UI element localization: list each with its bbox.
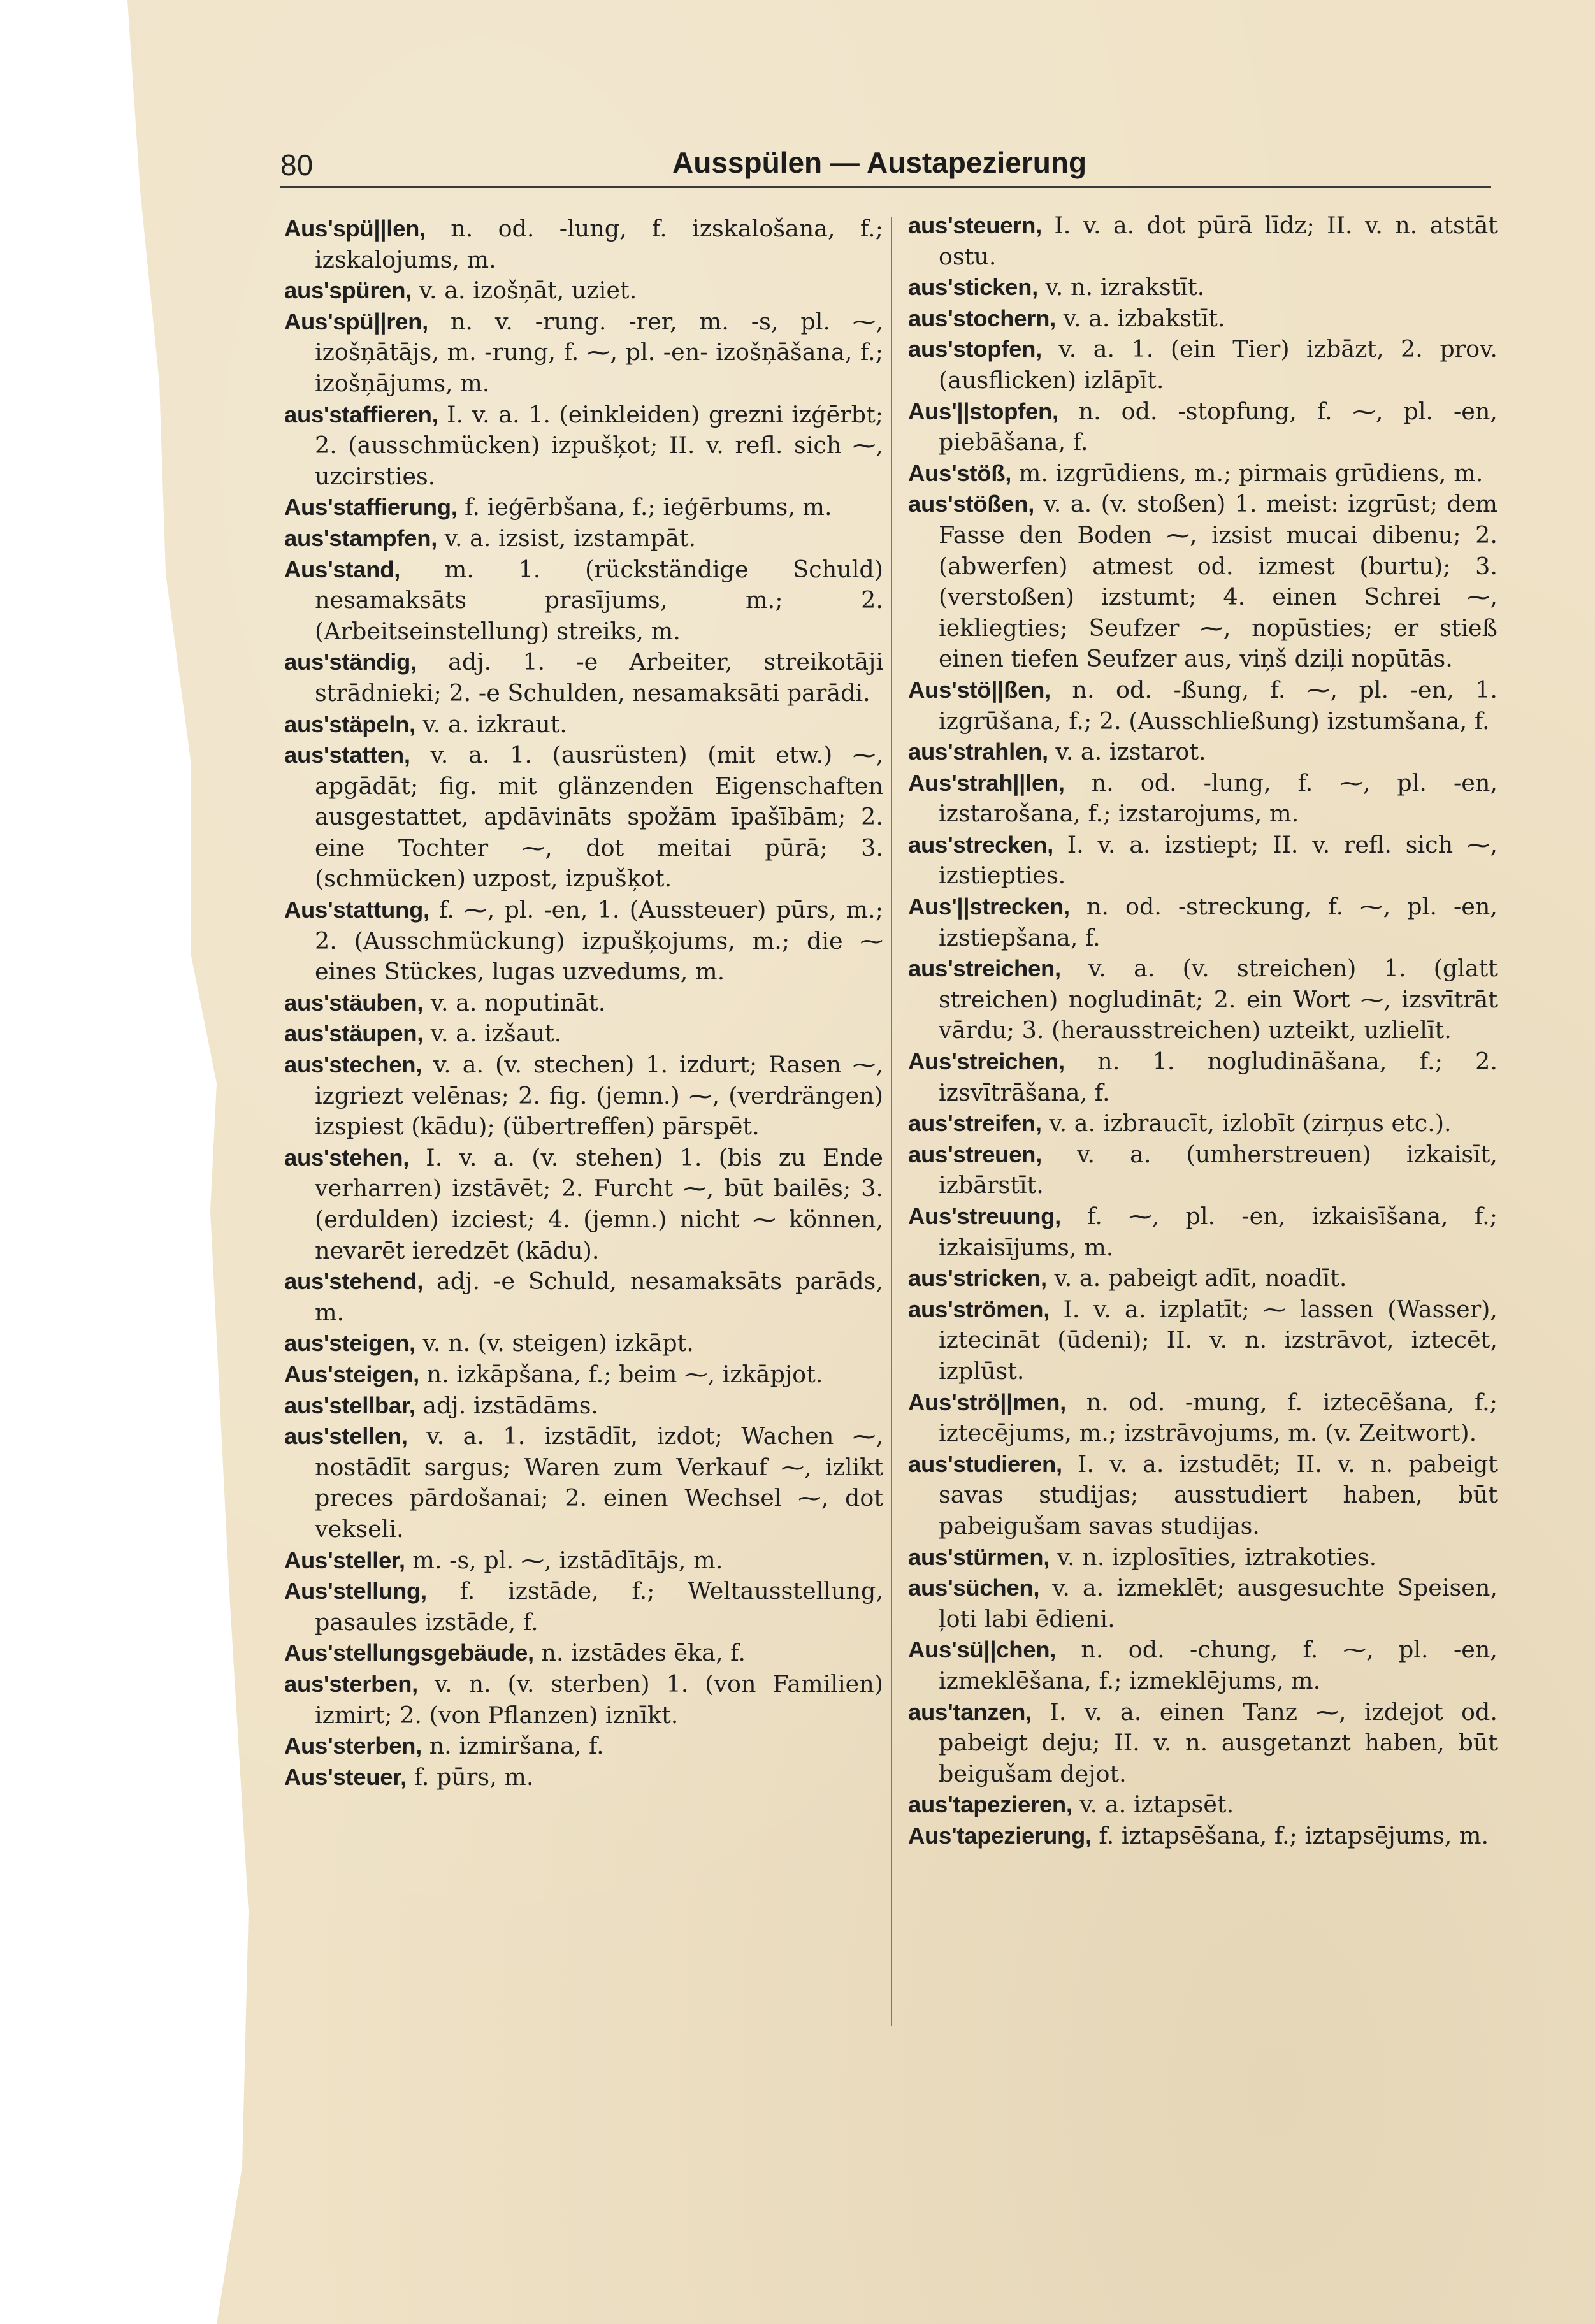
entry-headword: Aus'streichen, (908, 1048, 1065, 1075)
entry-text: n. od. -stopfung, f. ⁓, pl. -en, piebāšana, f. (939, 397, 1498, 456)
entry-headword: Aus'sü||chen, (908, 1636, 1057, 1663)
entry-headword: Aus'steigen, (284, 1360, 419, 1387)
entry-headword: Aus'streuung, (908, 1203, 1062, 1229)
entry-headword: Aus'steller, (284, 1547, 405, 1573)
entry (284, 895, 883, 988)
entry-headword: aus'stellbar, (284, 1392, 415, 1418)
entry-headword: aus'stopfen, (908, 336, 1042, 363)
entry-headword: Aus'strah||len, (908, 769, 1065, 796)
entry-text: n. od. -ßung, f. ⁓, pl. -en, 1. izgrūšana, f.; 2. (Ausschließung) izstumšana, f. (939, 675, 1498, 735)
entry (284, 275, 883, 307)
entry-headword: Aus'stattung, (284, 897, 429, 923)
entry-headword: aus'stäpeln, (284, 711, 415, 737)
entry-text: I. v. a. izstudēt; II. v. n. pabeigt savas studijas; ausstudiert haben, būt pabeigušam savas studijas. (939, 1450, 1498, 1540)
entry (908, 1449, 1498, 1542)
entry-headword: Aus'stand, (284, 556, 401, 582)
entry-text: n. v. -rung. -rer, m. -s, pl. ⁓, izošņātājs, m. -rung, f. ⁓, pl. -en- izošņāšana, f.; izošņājums, m. (315, 307, 883, 397)
entry-text: f. izstāde, f.; Weltausstellung, pasaules izstāde, f. (315, 1577, 883, 1636)
entry-text: v. a. noputināt. (423, 988, 606, 1016)
entry-headword: aus'steuern, (908, 212, 1042, 238)
entry-headword: aus'stechen, (284, 1051, 422, 1078)
entry (284, 307, 883, 400)
entry-text: m. izgrūdiens, m.; pirmais grūdiens, m. (1011, 459, 1483, 487)
entry (908, 768, 1498, 830)
entry-text: I. v. a. izstiept; II. v. refl. sich ⁓, izstiepties. (939, 830, 1498, 890)
entry (284, 1018, 883, 1050)
entry-headword: aus'streichen, (908, 955, 1061, 982)
entry-headword: aus'stehen, (284, 1144, 410, 1171)
entry-text: n. od. -chung, f. ⁓, pl. -en, izmeklēšana, f.; izmeklējums, m. (939, 1636, 1498, 1694)
entry (284, 1421, 883, 1545)
entry-headword: aus'stochern, (908, 305, 1056, 331)
entry-headword: aus'statten, (284, 742, 410, 769)
entry (908, 1108, 1498, 1139)
entry-headword: aus'strecken, (908, 831, 1053, 858)
entry (908, 334, 1498, 396)
header-rule (280, 186, 1491, 188)
entry-headword: Aus'steuer, (284, 1763, 407, 1790)
entry (284, 709, 883, 740)
entry-text: v. a. izkraut. (415, 710, 567, 738)
entry (908, 396, 1498, 458)
entry (284, 213, 883, 275)
entry (908, 1139, 1498, 1201)
entry-headword: aus'spüren, (284, 277, 412, 304)
entry-text: adj. izstādāms. (415, 1391, 599, 1419)
entry (284, 1762, 883, 1793)
entry-headword: Aus'stöß, (908, 459, 1012, 486)
entry-text: v. a. (umherstreuen) izkaisīt, izbārstīt. (939, 1140, 1498, 1199)
entry-text: f. pūrs, m. (407, 1763, 534, 1791)
entry (908, 1573, 1498, 1635)
entry (908, 1697, 1498, 1790)
left-column (284, 213, 883, 1793)
entry-headword: Aus'staffierung, (284, 494, 458, 521)
entry-text: f. ieģērbšana, f.; ieģērbums, m. (457, 493, 832, 521)
entry-headword: aus'stäupen, (284, 1020, 424, 1047)
entry (284, 1638, 883, 1669)
entry (284, 1545, 883, 1577)
entry-text: v. n. (v. sterben) 1. (von Familien) izmirt; 2. (von Pflanzen) iznīkt. (315, 1670, 883, 1729)
entry-text: m. 1. (rückständige Schuld) nesamaksāts prasījums, m.; 2. (Arbeitseinstellung) streiks, m. (315, 555, 883, 645)
entry (908, 1201, 1498, 1263)
entry-text: v. a. 1. (ein Tier) izbāzt, 2. prov. (ausflicken) izlāpīt. (939, 335, 1498, 394)
entry-text: n. izstādes ēka, f. (533, 1639, 746, 1667)
entry-headword: aus'streifen, (908, 1110, 1042, 1137)
entry-text: I. v. a. einen Tanz ⁓, izdejot od. pabeigt deju; II. v. n. ausgetanzt haben, būt beigušam dejot. (939, 1698, 1498, 1787)
entry-text: n. 1. nogludināšana, f.; 2. izsvītrāšana, f. (939, 1048, 1498, 1106)
entry (284, 1669, 883, 1731)
entry-text: f. iztapsēšana, f.; iztapsējums, m. (1091, 1821, 1489, 1849)
entry (284, 1390, 883, 1422)
entry-text: f. ⁓, pl. -en, izkaisīšana, f.; izkaisījums, m. (939, 1202, 1498, 1261)
entry-headword: Aus'strö||men, (908, 1389, 1067, 1415)
entry-headword: Aus'tapezierung, (908, 1822, 1092, 1849)
entry (284, 554, 883, 647)
entry (284, 400, 883, 493)
entry-text: v. a. pabeigt adīt, noadīt. (1046, 1264, 1347, 1292)
entry (284, 1576, 883, 1638)
entry (908, 675, 1498, 737)
entry-headword: aus'stäuben, (284, 989, 424, 1016)
entry (284, 647, 883, 709)
entry (284, 523, 883, 554)
entry-text: adj. -e Schuld, nesamaksāts parāds, m. (315, 1267, 883, 1326)
entry-text: v. a. iztapsēt. (1072, 1791, 1234, 1819)
entry (908, 1821, 1498, 1852)
entry-headword: Aus'||stopfen, (908, 398, 1058, 424)
entry-text: I. v. a. dot pūrā līdz; II. v. n. atstāt ostu. (939, 212, 1498, 270)
entry (908, 1294, 1498, 1387)
entry-headword: aus'strömen, (908, 1296, 1050, 1322)
page-number: 80 (280, 148, 314, 182)
entry-text: v. a. izošņāt, uziet. (412, 277, 637, 305)
entry-headword: aus'süchen, (908, 1575, 1040, 1601)
entry (284, 1143, 883, 1266)
entry (908, 458, 1498, 489)
entry-headword: aus'sterben, (284, 1670, 418, 1697)
entry-headword: aus'stößen, (908, 491, 1035, 517)
entry-text: v. a. izmeklēt; ausgesuchte Speisen, ļoti labi ēdieni. (939, 1574, 1498, 1633)
entry-headword: Aus'stellung, (284, 1578, 427, 1605)
entry-text: n. od. -streckung, f. ⁓, pl. -en, izstiepšana, f. (939, 893, 1498, 951)
column-divider (891, 217, 892, 2026)
entry (284, 740, 883, 895)
entry-text: v. a. (v. streichen) 1. (glatt streichen) nogludināt; 2. ein Wort ⁓, izsvītrāt vārdu; 3. (herausstreichen) uzteikt, uzlielīt. (939, 955, 1498, 1044)
entry-headword: aus'studieren, (908, 1450, 1062, 1477)
entry (908, 830, 1498, 891)
entry-text: v. a. izbraucīt, izlobīt (zirņus etc.). (1041, 1109, 1452, 1137)
entry (908, 737, 1498, 768)
entry (284, 1328, 883, 1359)
entry (908, 1635, 1498, 1696)
entry-headword: Aus'||strecken, (908, 893, 1070, 920)
entry (908, 1046, 1498, 1108)
entry-text: f. ⁓, pl. -en, 1. (Aussteuer) pūrs, m.; 2. (Ausschmückung) izpušķojums, m.; die ⁓ eines Stückes, lugas uzvedums, m. (315, 896, 883, 986)
entry-headword: aus'stehend, (284, 1268, 424, 1295)
entry-text: v. n. izplosīties, iztrakoties. (1050, 1543, 1377, 1571)
entry-text: v. a. izstarot. (1048, 738, 1206, 766)
entry (908, 1789, 1498, 1821)
entry (284, 1266, 883, 1328)
entry (908, 489, 1498, 675)
entry-headword: Aus'spü||ren, (284, 308, 428, 335)
entry-headword: aus'stürmen, (908, 1543, 1050, 1570)
entry-headword: aus'ständig, (284, 649, 417, 675)
entry-text: adj. 1. -e Arbeiter, streikotāji strādnieki; 2. -e Schulden, nesamaksāti parādi. (315, 648, 883, 707)
entry (908, 272, 1498, 303)
entry (908, 210, 1498, 272)
entry-headword: aus'steigen, (284, 1330, 415, 1357)
entry-text: n. od. -mung, f. iztecēšana, f.; iztecējums, m.; izstrāvojums, m. (v. Zeitwort). (939, 1388, 1498, 1447)
entry-text: v. a. 1. (ausrüsten) (mit etw.) ⁓, apgādāt; fig. mit glänzenden Eigenschaften ausgestattet, apdāvināts spožām īpašībām; 2. eine Tochter ⁓, dot meitai pūrā; 3. (schmücken) uzpost, izpušķot. (315, 741, 883, 893)
entry-text: v. n. (v. steigen) izkāpt. (415, 1329, 694, 1357)
entry (284, 1731, 883, 1762)
entry (908, 891, 1498, 953)
entry-headword: Aus'stellungsgebäude, (284, 1640, 534, 1666)
entry-headword: aus'tapezieren, (908, 1791, 1072, 1818)
entry-text: v. a. (v. stoßen) 1. meist: izgrūst; dem Fasse den Boden ⁓, izsist mucai dibenu; 2. (abwerfen) atmest od. izmest (burtu); 3. (verstoßen) izstumt; 4. einen Schrei ⁓, iekliegties; Seufzer ⁓, nopūsties; er stieß einen tiefen Seufzer aus, viņš dziļi nopūtās. (939, 490, 1498, 673)
entry (908, 303, 1498, 335)
entry (284, 988, 883, 1019)
entry-headword: aus'stellen, (284, 1423, 408, 1450)
entry-text: I. v. a. 1. (einkleiden) grezni izģērbt; 2. (ausschmücken) izpušķot; II. v. refl. sich ⁓, uzcirsties. (315, 400, 883, 490)
entry-headword: aus'streuen, (908, 1141, 1042, 1167)
entry (284, 492, 883, 523)
entry-text: I. v. a. izplatīt; ⁓ lassen (Wasser), iztecināt (ūdeni); II. v. n. izstrāvot, iztecēt, izplūst. (939, 1295, 1498, 1385)
entry (284, 1359, 883, 1390)
entry (908, 1542, 1498, 1573)
entry-headword: aus'tanzen, (908, 1698, 1032, 1725)
entry-headword: aus'staffieren, (284, 401, 438, 428)
entry-text: v. a. izsist, izstampāt. (437, 524, 696, 552)
entry (284, 1050, 883, 1143)
entry-text: v. a. 1. izstādīt, izdot; Wachen ⁓, nostādīt sargus; Waren zum Verkauf ⁓, izlikt preces pārdošanai; 2. einen Wechsel ⁓, dot vekseli. (315, 1422, 883, 1543)
entry-text: m. -s, pl. ⁓, izstādītājs, m. (405, 1546, 723, 1574)
entry-text: n. od. -lung, f. izskalošana, f.; izskalojums, m. (315, 215, 883, 273)
entry (908, 953, 1498, 1046)
entry-headword: Aus'stö||ßen, (908, 676, 1051, 703)
entry-text: v. a. izbakstīt. (1055, 304, 1225, 332)
entry-text: v. n. izrakstīt. (1037, 273, 1205, 301)
entry-text: I. v. a. (v. stehen) 1. (bis zu Ende verharren) izstāvēt; 2. Furcht ⁓, būt bailēs; 3. (erdulden) izciest; 4. (jemn.) nicht ⁓ können, nevarēt ieredzēt (kādu). (315, 1143, 883, 1264)
entry-headword: aus'strahlen, (908, 739, 1048, 765)
entry-headword: aus'stampfen, (284, 524, 438, 551)
entry-headword: aus'sticken, (908, 274, 1038, 301)
entry-headword: Aus'spü||len, (284, 215, 426, 242)
entry-headword: Aus'sterben, (284, 1733, 422, 1759)
entry-text: v. a. izšaut. (423, 1020, 562, 1048)
entry-headword: aus'stricken, (908, 1265, 1047, 1292)
right-column (908, 210, 1498, 1851)
entry (908, 1263, 1498, 1294)
running-title: Ausspülen — Austapezierung (672, 146, 1087, 179)
entry-text: n. izkāpšana, f.; beim ⁓, izkāpjot. (419, 1360, 823, 1388)
entry-text: n. izmiršana, f. (422, 1732, 604, 1760)
entry-text: n. od. -lung, f. ⁓, pl. -en, izstarošana, f.; izstarojums, m. (939, 769, 1498, 828)
entry-text: v. a. (v. stechen) 1. izdurt; Rasen ⁓, izgriezt velēnas; 2. fig. (jemn.) ⁓, (verdrängen) izspiest (kādu); (übertreffen) pārspēt. (315, 1051, 883, 1141)
entry (908, 1387, 1498, 1449)
